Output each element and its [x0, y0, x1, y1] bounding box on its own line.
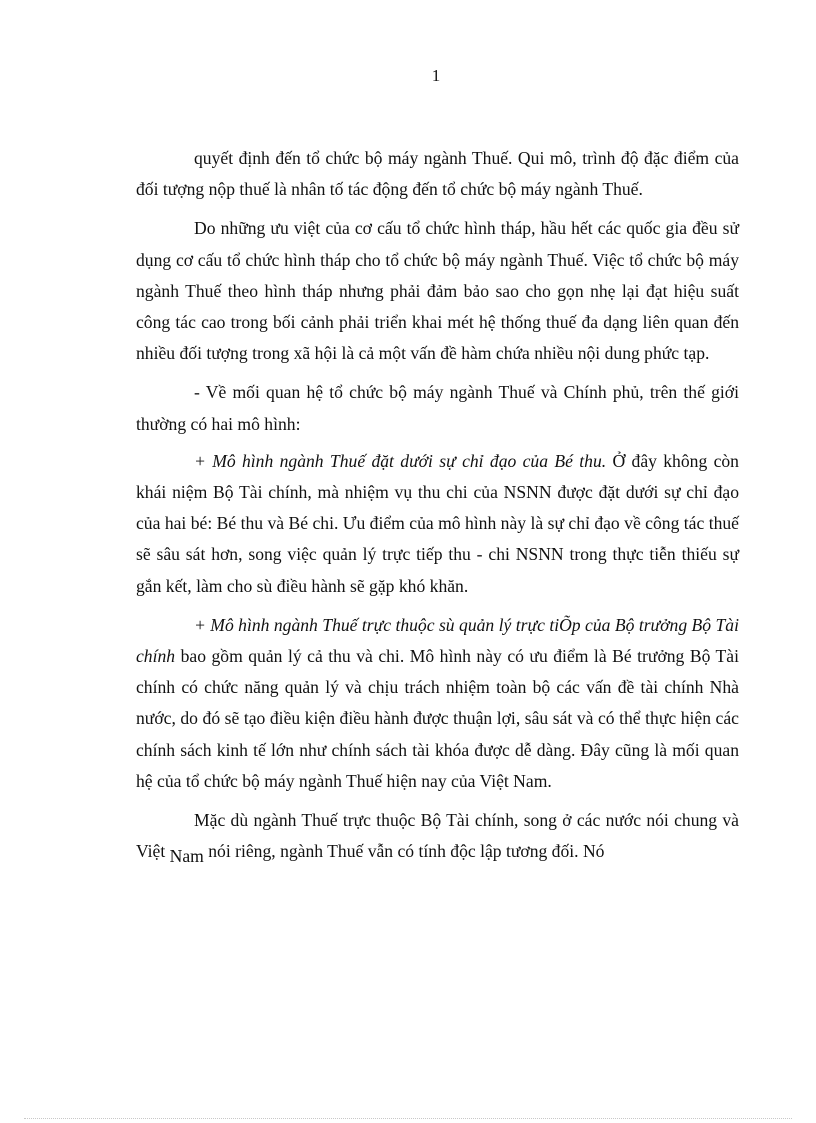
model-1-text: Ở đây không còn khái niệm Bộ Tài chính, mà nhiệm vụ thu chi của NSNN được đặt dưới sự chỉ đạo của hai bé: Bé thu và Bé chi. Ưu điểm của mô hình này là sự chỉ đạo về công tác thuế sẽ sâu sát hơn, song việc quản lý trực tiếp thu - chi NSNN trong thực tiễn thiếu sự gắn kết, làm cho sù điều hành sẽ gặp khó khăn.: [136, 450, 739, 596]
paragraph-6-end: nói riêng, ngành Thuế vẫn có tính độc lập tương đối. Nó: [203, 841, 605, 862]
model-2-heading: + Mô hình ngành Thuế trực thuộc sù quản lý trực tiÕp của Bộ trưởng Bộ Tài chính: [136, 614, 739, 667]
paragraph-6-offset-word: Nam: [169, 846, 204, 867]
paragraph-5: [136, 610, 739, 797]
model-2-text: bao gồm quản lý cả thu và chi. Mô hình này có ưu điểm là Bé trưởng Bộ Tài chính có chức năng quản lý và chịu trách nhiệm toàn bộ các vấn đề tài chính Nhà nước, do đó sẽ tạo điều kiện điều hành được thuận lợi, sâu sát và có thể thực hiện các chính sách kinh tế lớn như chính sách tài khóa được dễ dàng. Đây cũng là mối quan hệ của tổ chức bộ máy ngành Thuế hiện nay của Việt Nam.: [136, 646, 739, 791]
paragraph-1: quyết định đến tổ chức bộ máy ngành Thuế. Qui mô, trình độ đặc điểm của đối tượng nộp thuế là nhân tố tác động đến tổ chức bộ máy ngành Thuế.: [136, 148, 739, 200]
page-bottom-divider: [24, 1118, 792, 1119]
paragraph-6-start: Mặc dù ngành Thuế trực thuộc Bộ Tài chính, song ở các nước nói chung và Việt: [136, 810, 739, 862]
paragraph-2: Do những ưu việt của cơ cấu tổ chức hình tháp, hầu hết các quốc gia đều sử dụng cơ cấu tổ chức hình tháp cho tổ chức bộ máy ngành Thuế. Việc tổ chức bộ máy ngành Thuế theo hình tháp nhưng phải đảm bảo sao cho gọn nhẹ lại đạt hiệu suất công tác cao trong bối cảnh phải triển khai mét hệ thống thuế đa dạng liên quan đến nhiều đối tượng trong xã hội là cả một vấn đề hàm chứa nhiều nội dung phức tạp.: [136, 218, 739, 364]
model-1-heading: + Mô hình ngành Thuế đặt dưới sự chỉ đạo của Bé thu.: [194, 450, 607, 471]
page-number: 1: [431, 66, 441, 85]
document-body: [136, 143, 739, 867]
paragraph-4: [136, 446, 739, 602]
paragraph-6: [136, 805, 739, 867]
paragraph-3: - Về mối quan hệ tổ chức bộ máy ngành Thuế và Chính phủ, trên thế giới thường có hai mô hình:: [136, 382, 739, 434]
